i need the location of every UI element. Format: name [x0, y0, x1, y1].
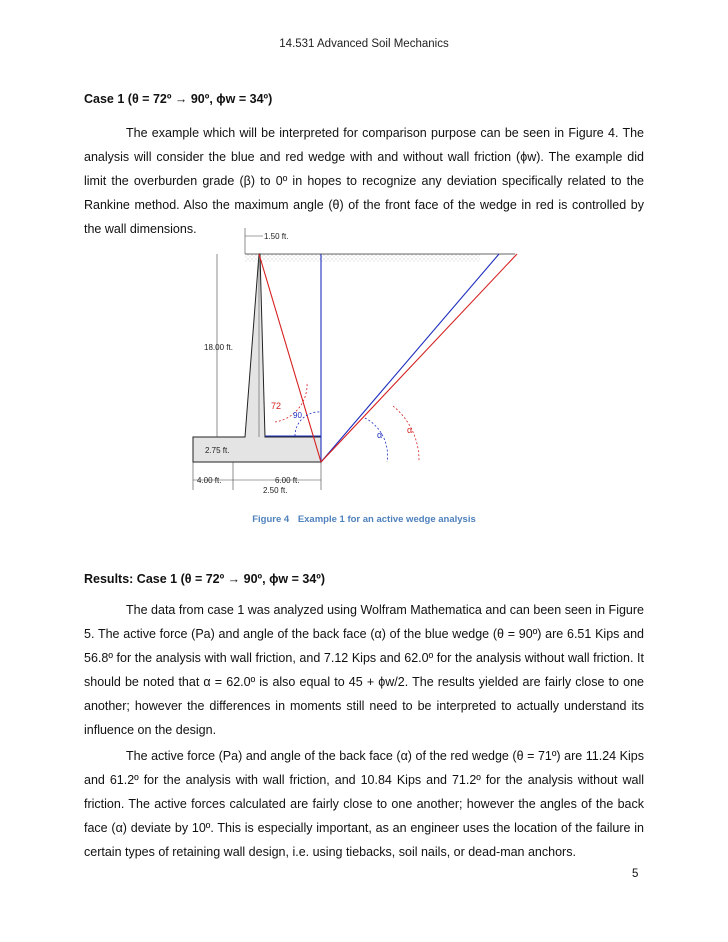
- paragraph-results-blue: [84, 598, 644, 742]
- label-angle-blue: 90: [293, 411, 302, 420]
- caption-label: Figure 4: [252, 514, 290, 525]
- arc-blue-alpha: [365, 418, 388, 462]
- page-number: 5: [632, 868, 639, 880]
- paragraph-results-red-text: The active force (Pa) and angle of the back face (α) of the red wedge (θ = 71º) are 11.24 Kips and 61.2º for the analysis with wall friction, and 10.84 Kips and 71.2º for the analysis without wall friction. The active forces calculated are fairly close to one another; however the angles of the back face (α) deviate by 10º. This is especially important, as an engineer uses the location of the failure in certain types of retaining wall design, i.e. using tiebacks, soil nails, or dead-man anchors.: [84, 749, 644, 859]
- label-alpha-red: α: [407, 425, 413, 435]
- soil-surface: [245, 254, 480, 262]
- paragraph-intro-text: The example which will be interpreted for comparison purpose can be seen in Figure 4. The analysis will consider the blue and red wedge with and without wall friction (ϕw). The example did limit the overburden grade (β) to 0º in hopes to recognize any deviation specifically related to the Rankine method. Also the maximum angle (θ) of the front face of the wedge in red is controlled by the wall dimensions.: [84, 126, 644, 236]
- figure-4: [175, 222, 535, 502]
- dim-height-label: 18.00 ft.: [204, 343, 233, 352]
- caption-text: Example 1 for an active wedge analysis: [297, 514, 476, 525]
- retaining-wall-diagram: [175, 222, 535, 502]
- running-header: 14.531 Advanced Soil Mechanics: [279, 38, 449, 50]
- dim-stem-label: 2.50 ft.: [263, 486, 288, 495]
- arc-red-alpha: [393, 406, 419, 462]
- dim-footing-label: 2.75 ft.: [205, 446, 230, 455]
- dim-toe-label: 4.00 ft.: [197, 476, 222, 485]
- label-alpha-blue: α: [377, 430, 383, 440]
- paragraph-results-blue-text: The data from case 1 was analyzed using Wolfram Mathematica and can been seen in Figure 5. The active force (Pa) and angle of the back face (α) of the blue wedge (θ = 90º) are 6.51 Kips and 56.8º for the analysis with wall friction, and 7.12 Kips and 62.0º for the analysis without wall friction. It should be noted that α = 62.0º is also equal to 45 + ϕw/2. The results yielded are fairly close to one another; however the differences in moments still need to be interpreted to actually understand its influence on the design.: [84, 603, 644, 737]
- figure-caption: [0, 514, 728, 525]
- dim-top-label: 1.50 ft.: [264, 232, 289, 241]
- red-wedge: [259, 254, 517, 462]
- section-heading-results: Results: Case 1 (θ = 72º → 90º, ϕw = 34º): [84, 572, 326, 586]
- retaining-wall: [193, 254, 321, 462]
- dim-heel-label: 6.00 ft.: [275, 476, 300, 485]
- section-heading-case1: Case 1 (θ = 72º → 90º, ϕw = 34º): [84, 92, 273, 106]
- paragraph-results-red: [84, 744, 644, 864]
- label-angle-red: 72: [271, 401, 282, 411]
